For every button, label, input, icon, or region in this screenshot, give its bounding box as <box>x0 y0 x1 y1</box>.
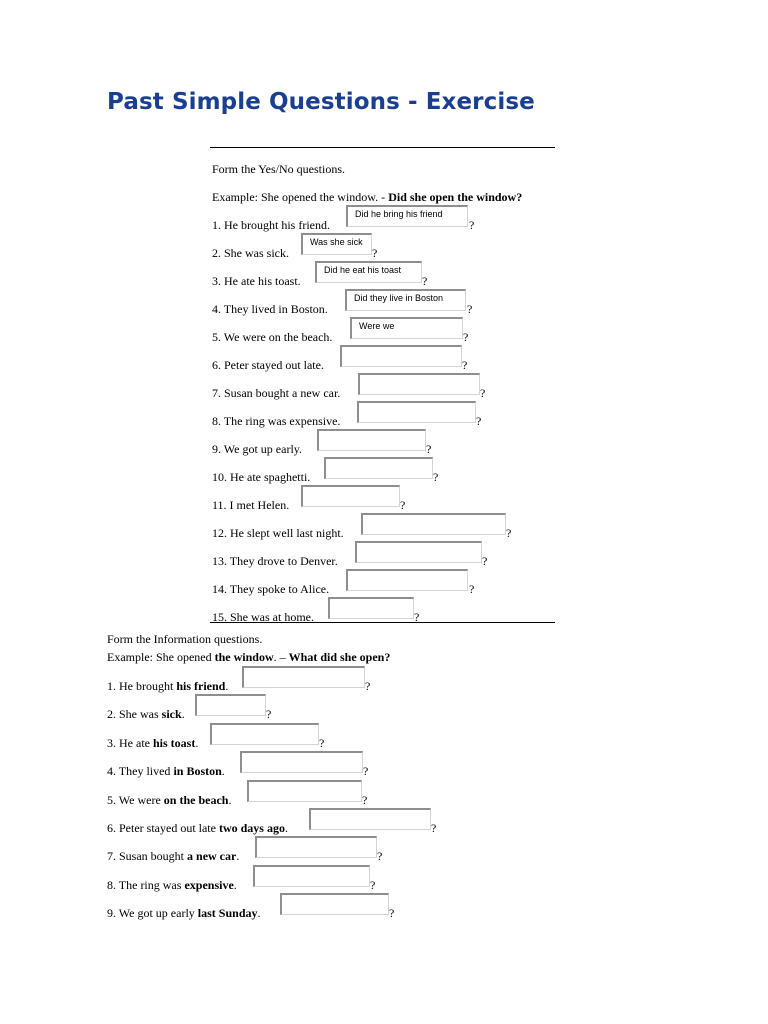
divider-top <box>210 147 555 148</box>
info-item-bold: on the beach <box>163 793 229 807</box>
yesno-item-text: 13. They drove to Denver. <box>212 554 338 568</box>
yesno-item-text: 6. Peter stayed out late. <box>212 358 324 372</box>
yesno-answer-input-11[interactable] <box>301 485 400 507</box>
info-item-bold: his friend <box>176 679 226 693</box>
info-item-text <box>107 906 261 920</box>
info-item-post: . <box>195 736 199 750</box>
question-mark: ? <box>426 442 432 456</box>
info-item-pre: 4. They lived <box>107 764 174 778</box>
yesno-item-text: 5. We were on the beach. <box>212 330 333 344</box>
yesno-answer-input-9[interactable] <box>317 429 426 451</box>
question-mark: ? <box>433 470 439 484</box>
question-mark: ? <box>389 906 395 920</box>
info-item-pre: 8. The ring was <box>107 878 185 892</box>
yesno-item-text: 9. We got up early. <box>212 442 303 456</box>
info-item-pre: 7. Susan bought <box>107 849 188 863</box>
question-mark: ? <box>362 793 368 807</box>
question-mark: ? <box>414 610 420 624</box>
yesno-answer-input-8[interactable] <box>357 401 476 423</box>
yesno-item-text: 8. The ring was expensive. <box>212 414 341 428</box>
page-title: Past Simple Questions - Exercise <box>107 89 535 115</box>
yesno-answer-input-5[interactable]: Were we <box>350 317 463 339</box>
info-item-text <box>107 679 228 693</box>
info-answer-input-1[interactable] <box>242 666 365 688</box>
info-answer-input-3[interactable] <box>210 723 319 745</box>
question-mark: ? <box>266 707 272 721</box>
question-mark: ? <box>363 764 369 778</box>
info-answer-input-5[interactable] <box>247 780 362 802</box>
info-item-post: . <box>236 849 240 863</box>
yesno-example-answer: Did she open the window? <box>388 190 523 204</box>
info-item-post: . <box>228 793 232 807</box>
info-item-post: . <box>221 764 225 778</box>
yesno-answer-input-13[interactable] <box>355 541 482 563</box>
info-item-post: . <box>181 707 185 721</box>
info-item-text <box>107 849 239 863</box>
yesno-example <box>212 190 522 204</box>
question-mark: ? <box>482 554 488 568</box>
info-answer-input-6[interactable] <box>309 808 431 830</box>
info-item-text <box>107 707 185 721</box>
yesno-item-text: 2. She was sick. <box>212 246 289 260</box>
info-instruction: Form the Information questions. <box>107 632 263 646</box>
info-item-bold: last Sunday <box>197 906 258 920</box>
question-mark: ? <box>431 821 437 835</box>
info-item-text <box>107 764 225 778</box>
question-mark: ? <box>476 414 482 428</box>
info-item-pre: 5. We were <box>107 793 164 807</box>
yesno-answer-input-10[interactable] <box>324 457 433 479</box>
info-example-answer: What did she open? <box>288 650 391 664</box>
info-answer-input-4[interactable] <box>240 751 363 773</box>
question-mark: ? <box>480 386 486 400</box>
info-item-text <box>107 878 237 892</box>
question-mark: ? <box>400 498 406 512</box>
info-item-bold: in Boston <box>173 764 222 778</box>
yesno-answer-input-4[interactable]: Did they live in Boston <box>345 289 466 311</box>
yesno-answer-input-12[interactable] <box>361 513 506 535</box>
question-mark: ? <box>467 302 473 316</box>
yesno-item-text: 14. They spoke to Alice. <box>212 582 330 596</box>
question-mark: ? <box>365 679 371 693</box>
yesno-item-text: 7. Susan bought a new car. <box>212 386 341 400</box>
info-item-bold: a new car <box>187 849 237 863</box>
yesno-item-text: 3. He ate his toast. <box>212 274 301 288</box>
yesno-item-text: 10. He ate spaghetti. <box>212 470 311 484</box>
yesno-answer-input-14[interactable] <box>346 569 468 591</box>
info-item-bold: expensive <box>184 878 234 892</box>
question-mark: ? <box>319 736 325 750</box>
info-item-pre: 3. He ate <box>107 736 153 750</box>
info-item-bold: his toast <box>152 736 196 750</box>
info-item-post: . <box>257 906 261 920</box>
yesno-item-text: 1. He brought his friend. <box>212 218 330 232</box>
question-mark: ? <box>462 358 468 372</box>
info-item-bold: sick <box>161 707 182 721</box>
info-answer-input-7[interactable] <box>255 836 377 858</box>
info-item-pre: 9. We got up early <box>107 906 198 920</box>
info-item-text <box>107 736 198 750</box>
yesno-instruction: Form the Yes/No questions. <box>212 162 346 176</box>
yesno-item-text: 4. They lived in Boston. <box>212 302 328 316</box>
yesno-item-text: 12. He slept well last night. <box>212 526 344 540</box>
question-mark: ? <box>506 526 512 540</box>
info-example-prefix: Example: She opened <box>107 650 215 664</box>
yesno-answer-input-3[interactable]: Did he eat his toast <box>315 261 422 283</box>
info-item-text <box>107 793 231 807</box>
info-item-pre: 1. He brought <box>107 679 177 693</box>
question-mark: ? <box>469 218 475 232</box>
info-item-bold: two days ago <box>218 821 285 835</box>
yesno-answer-input-7[interactable] <box>358 373 480 395</box>
info-answer-input-2[interactable] <box>195 694 266 716</box>
info-example-bold: the window <box>214 650 274 664</box>
info-item-post: . <box>284 821 288 835</box>
yesno-answer-input-2[interactable]: Was she sick <box>301 233 372 255</box>
question-mark: ? <box>372 246 378 260</box>
info-item-text <box>107 821 288 835</box>
info-item-post: . <box>225 679 229 693</box>
question-mark: ? <box>370 878 376 892</box>
question-mark: ? <box>463 330 469 344</box>
yesno-answer-input-6[interactable] <box>340 345 462 367</box>
yesno-example-prefix: Example: She opened the window. - <box>212 190 389 204</box>
divider-bottom <box>210 622 555 623</box>
yesno-answer-input-1[interactable]: Did he bring his friend <box>346 205 468 227</box>
yesno-answer-input-15[interactable] <box>328 597 414 619</box>
info-item-post: . <box>233 878 237 892</box>
question-mark: ? <box>469 582 475 596</box>
info-answer-input-8[interactable] <box>253 865 370 887</box>
info-example-mid: . – <box>273 650 289 664</box>
question-mark: ? <box>377 849 383 863</box>
yesno-item-text: 15. She was at home. <box>212 610 314 624</box>
question-mark: ? <box>422 274 428 288</box>
info-answer-input-9[interactable] <box>280 893 389 915</box>
info-item-pre: 2. She was <box>107 707 162 721</box>
info-item-pre: 6. Peter stayed out late <box>107 821 219 835</box>
yesno-item-text: 11. I met Helen. <box>212 498 290 512</box>
info-example <box>107 650 390 664</box>
